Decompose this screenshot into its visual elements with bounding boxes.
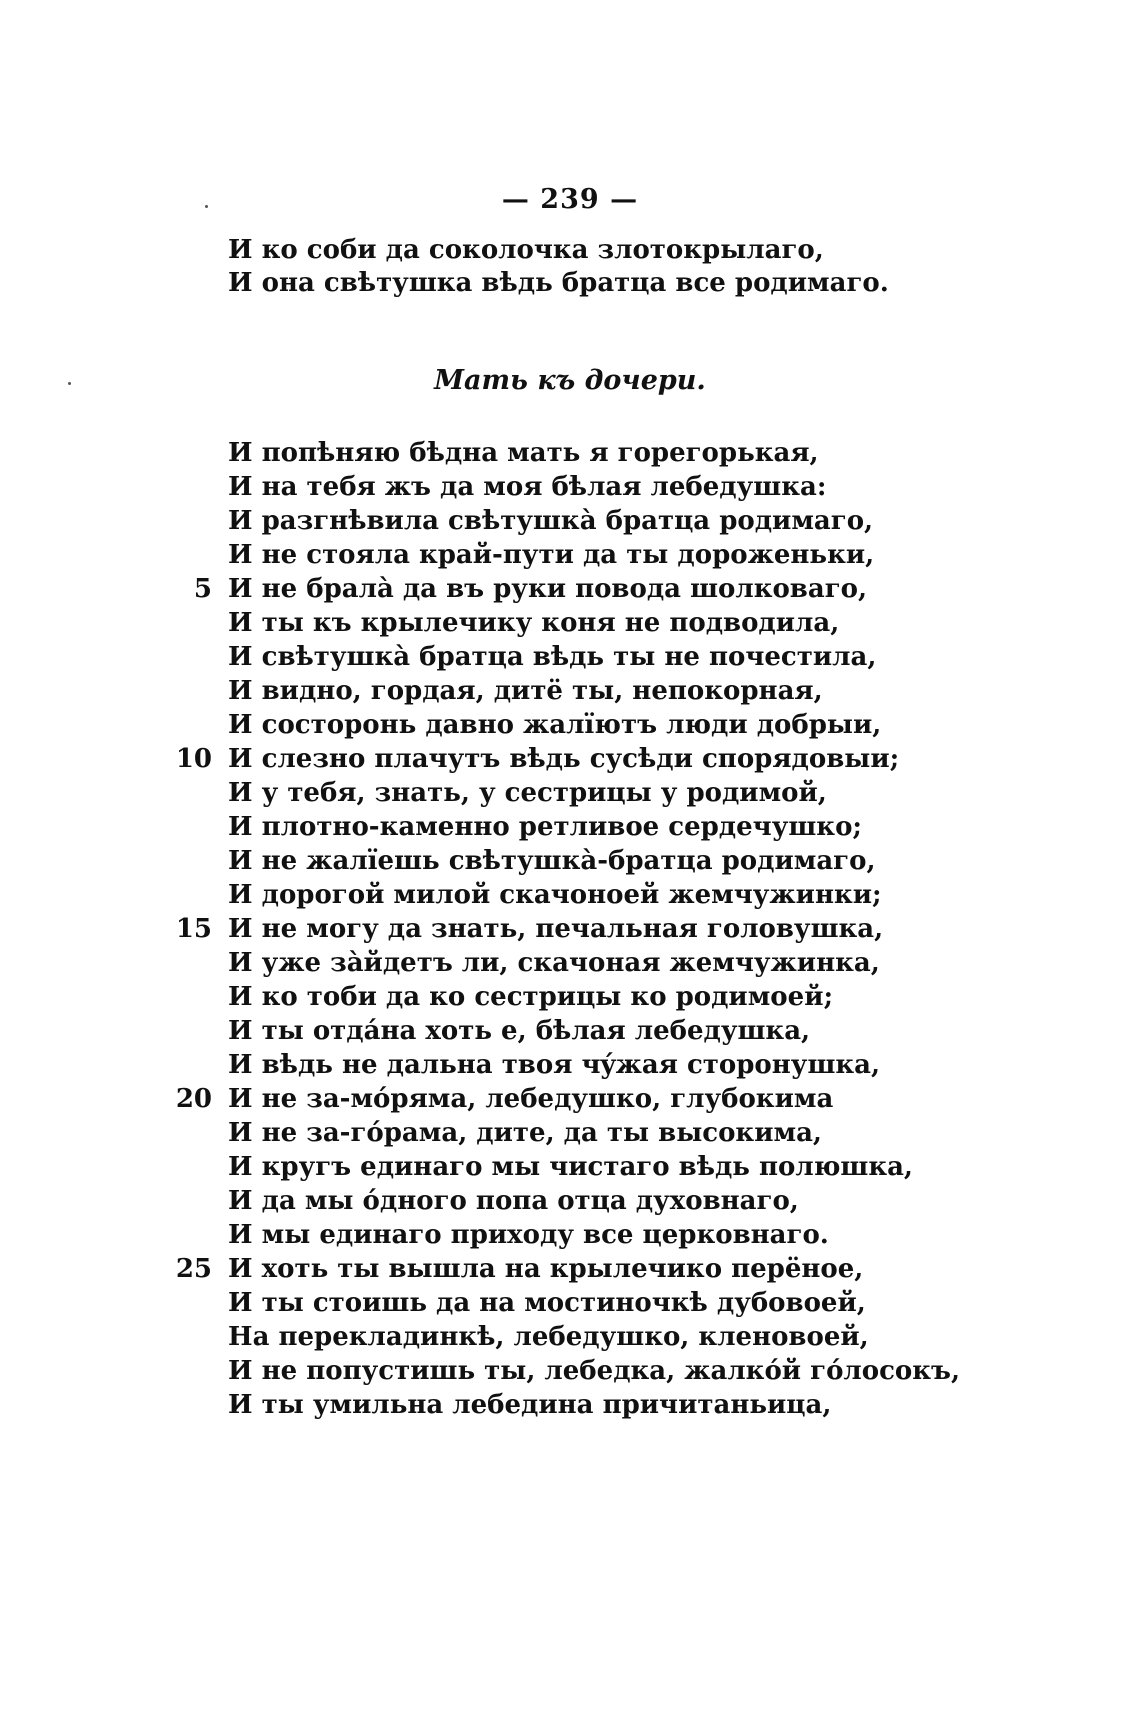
poem-line: И разгнѣвила свѣтушкà братца родимаго, [228,506,874,536]
poem-line: И не жалïешь свѣтушкà-братца родимаго, [228,846,876,876]
poem-line: И ты къ крылечику коня не подводила, [228,608,840,638]
poem-line: И мы единаго приходу все церковнаго. [228,1220,829,1250]
line-number: 20 [175,1084,212,1114]
poem-line: И ты отдáна хоть е, бѣлая лебедушка, [228,1016,811,1046]
opening-line: И ко соби да соколочка злотокрылаго, [228,235,824,265]
poem-line: И не попустишь ты, лебедка, жалкóй гóлосокъ, [228,1356,961,1386]
poem-line: И ко тоби да ко сестрицы ко родимоей; [228,982,834,1012]
poem-line: И не за-мóряма, лебедушко, глубокима [228,1084,834,1114]
line-number: 10 [175,744,212,774]
poem-line: На перекладинкѣ, лебедушко, кленовоей, [228,1322,869,1352]
poem-line: И не могу да знать, печальная головушка, [228,914,884,944]
line-number: 5 [193,574,212,604]
poem-line: И видно, гордая, дитё ты, непокорная, [228,676,823,706]
line-number: 25 [175,1254,212,1284]
line-number: 15 [175,914,212,944]
poem-line: И дорогой милой скачоноей жемчужинки; [228,880,882,910]
poem-line: И на тебя жъ да моя бѣлая лебедушка: [228,472,827,502]
poem-line: И ты стоишь да на мостиночкѣ дубовоей, [228,1288,866,1318]
poem-line: И не стояла край-пути да ты дороженьки, [228,540,875,570]
poem-line: И свѣтушкà братца вѣдь ты не почестила, [228,642,877,672]
poem-line: И попѣняю бѣдна мать я горегорькая, [228,438,819,468]
poem-line: И вѣдь не дальна твоя чýжая сторонушка, [228,1050,881,1080]
page-number: — 239 — [501,184,639,215]
poem-line: И не за-гóрама, дите, да ты высокима, [228,1118,822,1148]
poem-line: И не бралà да въ руки повода шолковаго, [228,574,868,604]
poem-line: И состоронь давно жалïютъ люди добрыи, [228,710,882,740]
poem-line: И ты умильна лебедина причитаньица, [228,1390,832,1420]
poem-line: И да мы óдного попа отца духовнаго, [228,1186,799,1216]
poem-line: И хоть ты вышла на крылечико перёное, [228,1254,864,1284]
section-title: Мать къ дочери. [434,365,706,396]
opening-line: И она свѣтушка вѣдь братца все родимаго. [228,268,889,298]
poem-line: И уже зàйдетъ ли, скачоная жемчужинка, [228,948,880,978]
poem-line: И плотно-каменно ретливое сердечушко; [228,812,863,842]
poem-line: И у тебя, знать, у сестрицы у родимой, [228,778,827,808]
poem-line: И слезно плачутъ вѣдь сусѣди спорядовыи; [228,744,900,774]
poem-line: И кругъ единаго мы чистаго вѣдь полюшка, [228,1152,913,1182]
